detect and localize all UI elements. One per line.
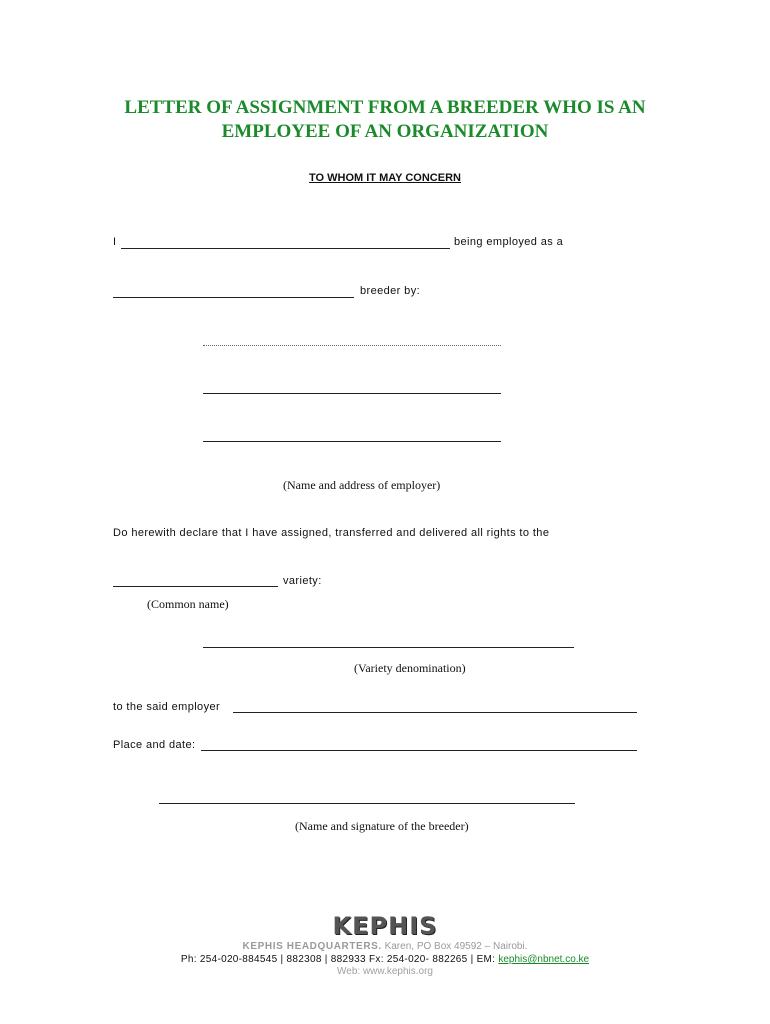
employer-line-1[interactable] <box>203 345 501 346</box>
document-title <box>0 96 770 144</box>
declaration-text: Do herewith declare that I have assigned, transferred and delivered all rights to the <box>113 527 550 539</box>
breeder-by-label: breeder by: <box>360 285 421 297</box>
place-date-field[interactable] <box>201 750 637 751</box>
common-name-field[interactable] <box>113 586 278 587</box>
title-line-2: EMPLOYEE OF AN ORGANIZATION <box>221 121 549 142</box>
said-employer-field[interactable] <box>233 712 637 713</box>
title-line-1: LETTER OF ASSIGNMENT FROM A BREEDER WHO IS AN <box>124 97 646 118</box>
kephis-logo: KEPHIS <box>332 912 438 940</box>
variety-denomination-field[interactable] <box>203 647 574 648</box>
said-employer-label: to the said employer <box>113 701 221 713</box>
footer-address <box>0 941 770 952</box>
website-text: Web: www.kephis.org <box>337 966 433 977</box>
breeder-name-field[interactable] <box>121 248 450 249</box>
signature-caption: (Name and signature of the breeder) <box>295 819 469 833</box>
i-label: I <box>113 236 117 248</box>
common-name-caption: (Common name) <box>147 597 229 611</box>
job-title-field[interactable] <box>113 297 354 298</box>
place-date-label: Place and date: <box>113 739 196 751</box>
hq-address: Karen, PO Box 49592 – Nairobi. <box>381 941 528 952</box>
signature-field[interactable] <box>159 803 575 804</box>
employed-as-label: being employed as a <box>454 236 564 248</box>
employer-caption: (Name and address of employer) <box>283 478 441 492</box>
variety-label: variety: <box>283 575 322 587</box>
variety-denomination-caption: (Variety denomination) <box>354 661 466 675</box>
footer-contacts <box>0 954 770 965</box>
phone-line: Ph: 254-020-884545 | 882308 | 882933 Fx: 254-020- 882265 | EM: <box>180 954 499 965</box>
employer-line-2[interactable] <box>203 393 501 394</box>
employer-line-3[interactable] <box>203 441 501 442</box>
salutation-heading: TO WHOM IT MAY CONCERN <box>309 172 461 184</box>
hq-name: KEPHIS HEADQUARTERS. <box>242 941 382 952</box>
email-link[interactable]: kephis@nbnet.co.ke <box>498 954 590 965</box>
